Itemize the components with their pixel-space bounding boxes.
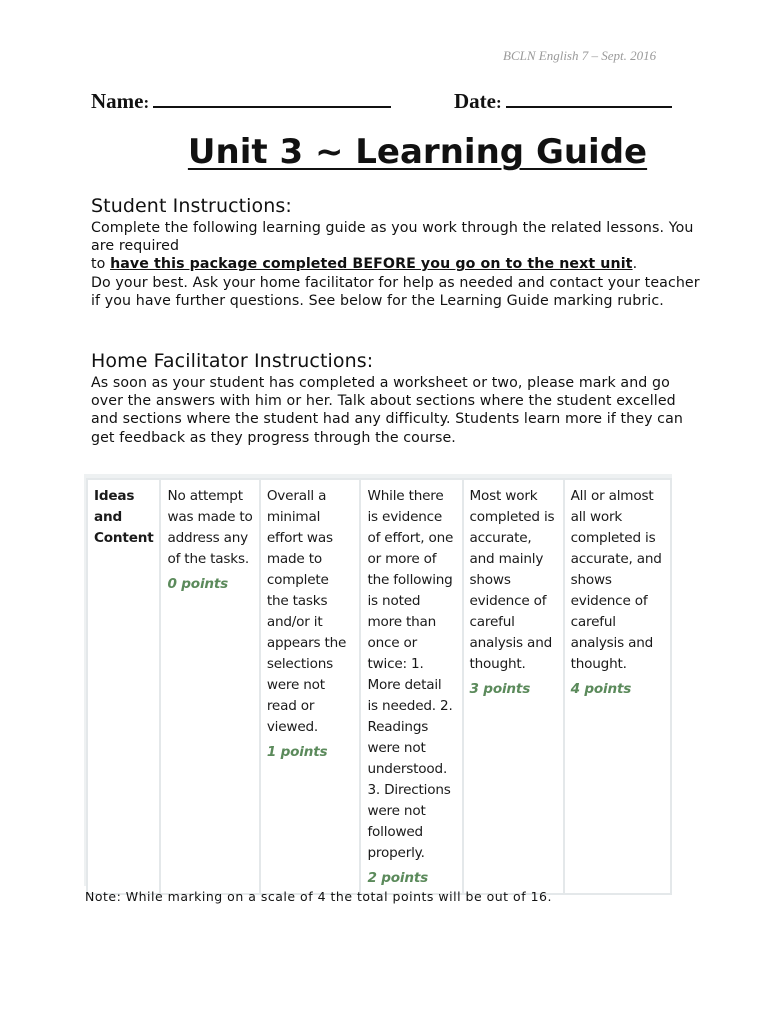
rubric-cell-text: While there is evidence of effort, one or more of the following is noted more than once or twice: 1. More detail is needed. 2. Readings were not understood. 3. Directions were not followed properly. <box>367 488 454 861</box>
rubric-table <box>86 478 672 895</box>
rubric-points-label: 1 points <box>266 744 328 760</box>
rubric-points-label: 2 points <box>367 870 429 886</box>
student-instructions-line3: Do your best. Ask your home facilitator for help as needed and contact your teacher if you have further questions. See below for the Learning Guide marking rubric. <box>91 274 700 309</box>
facilitator-instructions-body: As soon as your student has completed a worksheet or two, please mark and go over the answers with him or her. Talk about sections where the student excelled and sections where the student had any difficulty. Students learn more if they can get feedback as they progress through the course. <box>91 375 683 446</box>
date-label: Date <box>454 89 496 113</box>
name-blank-line[interactable] <box>153 86 391 108</box>
facilitator-instructions-heading: Home Facilitator Instructions: <box>91 350 374 372</box>
line2-suffix: . <box>632 256 638 273</box>
rubric-row-header: Ideas and Content <box>87 479 160 894</box>
name-label: Name <box>91 89 144 113</box>
name-colon: : <box>143 93 150 112</box>
rubric-cell-text: No attempt was made to address any of the tasks. <box>167 488 253 567</box>
rubric-cell-4-points <box>564 479 671 894</box>
course-header-note: BCLN English 7 – Sept. 2016 <box>503 48 657 63</box>
rubric-points-label: 4 points <box>570 681 632 697</box>
marking-rubric <box>84 474 672 886</box>
completion-requirement: have this package completed BEFORE you go on to the next unit <box>110 256 633 273</box>
rubric-cell-text: Overall a minimal effort was made to complete the tasks and/or it appears the selections were not read or viewed. <box>266 488 347 735</box>
student-instructions-line1: Complete the following learning guide as you work through the related lessons. You are required <box>91 220 694 255</box>
rubric-cell-text: All or almost all work completed is accurate, and shows evidence of careful analysis and thought. <box>570 488 662 672</box>
student-instructions-heading: Student Instructions: <box>91 195 292 217</box>
date-field <box>454 86 672 114</box>
table-row <box>87 479 671 894</box>
rubric-cell-0-points <box>160 479 259 894</box>
student-instructions-line2 <box>91 255 711 273</box>
rubric-points-label: 0 points <box>167 576 229 592</box>
page-title: Unit 3 ~ Learning Guide <box>187 132 648 172</box>
rubric-cell-1-points <box>260 479 361 894</box>
rubric-points-label: 3 points <box>469 681 531 697</box>
student-instructions <box>91 195 711 310</box>
rubric-cell-2-points <box>360 479 462 894</box>
scoring-note: Note: While marking on a scale of 4 the total points will be out of 16. <box>85 889 552 904</box>
date-colon: : <box>495 93 502 112</box>
date-blank-line[interactable] <box>506 86 672 108</box>
rubric-cell-3-points <box>463 479 564 894</box>
rubric-cell-text: Most work completed is accurate, and mainly shows evidence of careful analysis and thought. <box>469 488 555 672</box>
name-field <box>91 86 391 114</box>
line2-prefix: to <box>91 256 111 273</box>
facilitator-instructions <box>91 350 691 447</box>
